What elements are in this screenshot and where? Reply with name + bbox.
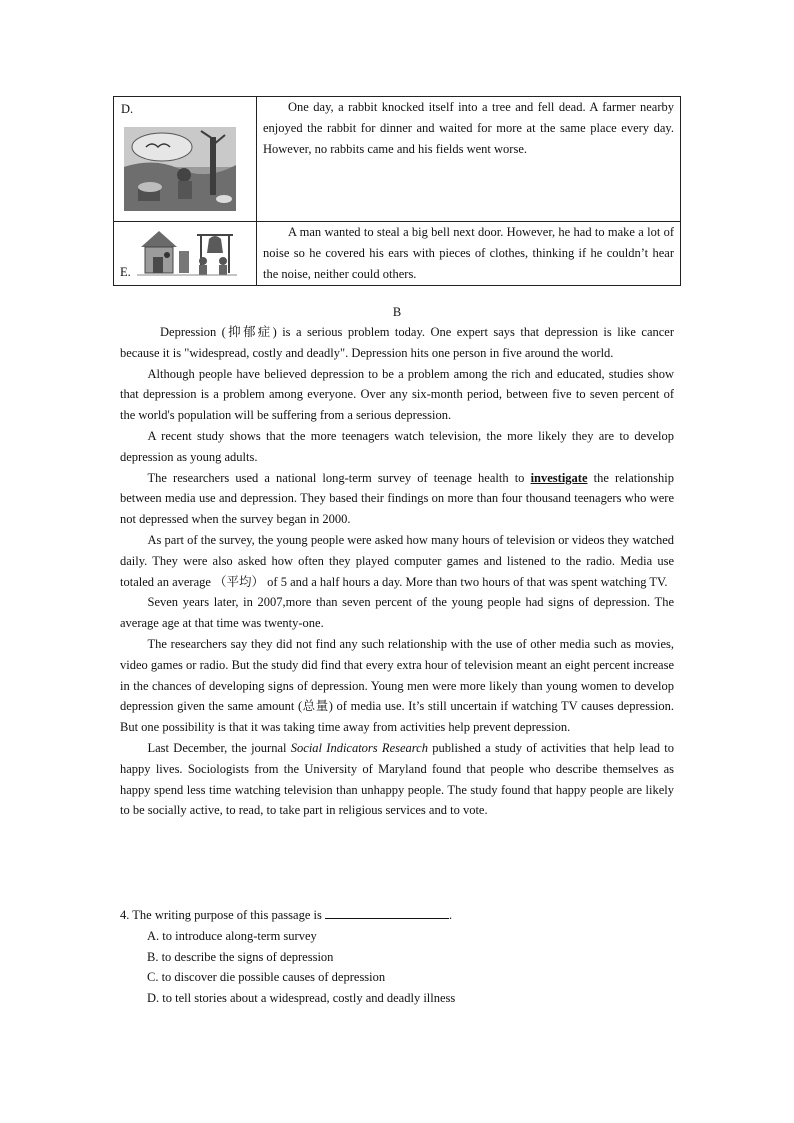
reading-passage [120, 322, 674, 821]
paragraph-6: Seven years later, in 2007,more than seven percent of the young people had signs of depression. The average age at that time was twenty-one. [120, 595, 674, 631]
option-c[interactable]: C. to discover die possible causes of depression [147, 970, 386, 985]
rabbit-tree-farmer-illustration [124, 127, 236, 211]
paragraph-8-text-b: published a study of activities that help lead to happy lives. Sociologists from the University of Maryland found that people who describe themselves as happy spend less time watching television than unhappy people. The study found that happy people are likely to be socially active, to read, to take part in religious services and to vote. [120, 740, 675, 818]
options-table [113, 96, 681, 286]
option-b[interactable]: B. to describe the signs of depression [147, 949, 334, 964]
journal-title: Social Indicators Research [290, 740, 428, 755]
paragraph-1 [120, 322, 674, 364]
question-4-stem-text: 4. The writing purpose of this passage is [120, 908, 322, 922]
paragraph-5: As part of the survey, the young people were asked how many hours of television or videos they watched daily. They were also asked how often they played computer games and listened to the radio. Media use totaled an average （平均） of 5 and a half hours a day. More than two hours of that was spent watching TV. [120, 532, 674, 589]
paragraph-3: A recent study shows that the more teenagers watch television, the more likely they are to develop depression as young adults. [120, 428, 674, 464]
paragraph-8-text-a: Last December, the journal [147, 740, 287, 755]
answer-blank[interactable] [325, 905, 449, 919]
paragraph-4 [120, 468, 674, 530]
option-d-text: One day, a rabbit knocked itself into a tree and fell dead. A farmer nearby enjoyed the rabbit for dinner and waited for more at the same place every day. However, no rabbits came and his fields went worse. [263, 100, 674, 156]
option-row-e [114, 222, 681, 286]
key-word-investigate: investigate [530, 470, 588, 485]
paragraph-1-text: Depression (抑郁症) is a serious problem today. One expert says that depression is like cancer because it is "widespread, costly and deadly". Depression hits one person in five around the world. [120, 325, 674, 360]
bell-thief-illustration [137, 225, 237, 279]
paragraph-4-text-b: the relationship between media use and depression. They based their findings on more than four thousand teenagers who were not depressed when the survey began in 2000. [120, 470, 675, 527]
option-d[interactable]: D. to tell stories about a widespread, costly and deadly illness [147, 991, 456, 1006]
question-4-stem [120, 905, 455, 926]
option-d-image-cell [114, 97, 257, 222]
option-e-image-cell [114, 222, 257, 286]
option-d-text-cell [257, 97, 681, 222]
option-e-letter: E. [120, 265, 131, 279]
paragraph-4-text-a: The researchers used a national long-term survey of teenage health to [147, 470, 525, 485]
option-d-letter: D. [121, 102, 134, 116]
question-4-stem-end: . [448, 908, 453, 922]
paragraph-8 [120, 738, 674, 821]
option-row-d [114, 97, 681, 222]
paragraph-7: The researchers say they did not find any such relationship with the use of other media such as movies, video games or radio. But the study did find that every extra hour of television meant an eight percent increase in the chances of developing signs of depression. Young men were more likely than young women to develop depression given the same amount (总量) of media use. It’s still uncertain if watching TV causes depression. But one possibility is that it was taking time away from activities help prevent depression. [120, 636, 674, 735]
question-4 [120, 905, 456, 1009]
paragraph-2: Although people have believed depression to be a problem among the rich and educated, studies show that depression is a problem among everyone. Over any six-month period, between five to seven percent of the world's population will be suffering from a serious depression. [120, 366, 674, 423]
option-a[interactable]: A. to introduce along-term survey [147, 928, 317, 943]
section-letter: B [392, 305, 402, 319]
option-e-text-cell [257, 222, 681, 286]
option-e-text: A man wanted to steal a big bell next door. However, he had to make a lot of noise so he covered his ears with pieces of clothes, thinking if he couldn’t hear the noise, neither could others. [263, 225, 674, 281]
